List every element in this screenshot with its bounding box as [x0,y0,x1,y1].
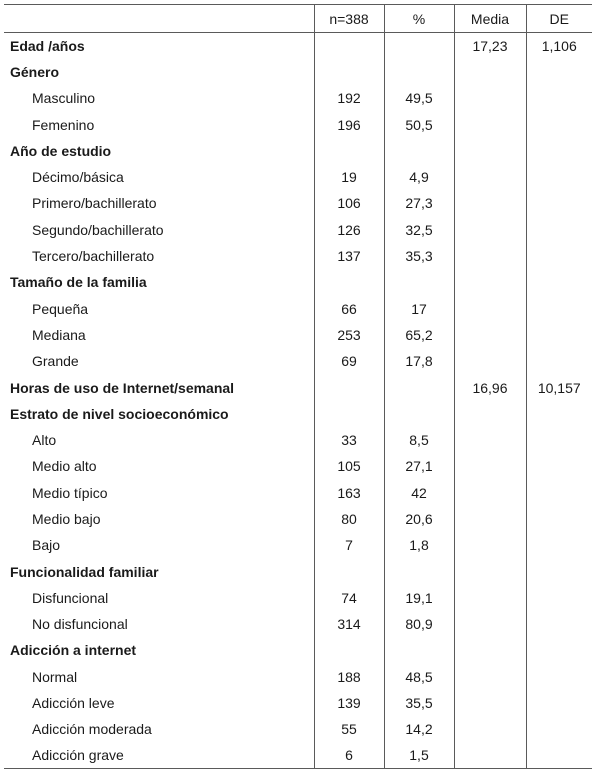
row-percent [384,637,454,663]
table-row [4,585,592,611]
row-percent: 17,8 [384,348,454,374]
row-de [526,348,592,374]
table-row [4,743,592,769]
table-row [4,243,592,269]
row-de [526,690,592,716]
header-label [4,5,314,33]
row-n: 106 [314,190,384,216]
row-n [314,269,384,295]
header-row [4,5,592,33]
row-n: 196 [314,111,384,137]
row-n: 314 [314,611,384,637]
row-percent [384,558,454,584]
row-label: Medio bajo [4,506,314,532]
row-media [454,716,526,742]
row-n [314,637,384,663]
row-n: 137 [314,243,384,269]
row-n [314,558,384,584]
table-section-row [4,138,592,164]
row-label: Funcionalidad familiar [4,558,314,584]
row-label: Género [4,59,314,85]
row-de [526,480,592,506]
row-n: 126 [314,217,384,243]
table-row [4,664,592,690]
row-de [526,427,592,453]
row-de [526,558,592,584]
row-de [526,664,592,690]
row-n: 192 [314,85,384,111]
row-media [454,506,526,532]
row-percent: 27,3 [384,190,454,216]
table-row [4,348,592,374]
table-section-row [4,637,592,663]
row-media [454,190,526,216]
row-media [454,59,526,85]
row-label: Adicción a internet [4,637,314,663]
row-label: Medio alto [4,453,314,479]
row-label: Disfuncional [4,585,314,611]
row-media [454,111,526,137]
row-n: 6 [314,743,384,769]
row-de [526,743,592,769]
row-n: 55 [314,716,384,742]
row-percent: 49,5 [384,85,454,111]
row-n: 66 [314,295,384,321]
row-de [526,59,592,85]
row-media [454,480,526,506]
row-percent: 1,8 [384,532,454,558]
row-percent: 35,5 [384,690,454,716]
header-percent: % [384,5,454,33]
table-row [4,690,592,716]
row-de [526,322,592,348]
row-n: 139 [314,690,384,716]
row-n: 163 [314,480,384,506]
row-media: 16,96 [454,374,526,400]
row-label: Pequeña [4,295,314,321]
row-label: Adicción leve [4,690,314,716]
row-media [454,690,526,716]
row-media: 17,23 [454,33,526,59]
row-label: No disfuncional [4,611,314,637]
row-media [454,243,526,269]
row-de [526,85,592,111]
row-de [526,611,592,637]
row-percent: 8,5 [384,427,454,453]
row-n: 19 [314,164,384,190]
row-label: Segundo/bachillerato [4,217,314,243]
row-de [526,401,592,427]
row-de [526,111,592,137]
row-label: Adicción moderada [4,716,314,742]
row-media [454,427,526,453]
table-row [4,716,592,742]
row-media [454,453,526,479]
row-media [454,585,526,611]
row-n: 69 [314,348,384,374]
row-label: Femenino [4,111,314,137]
row-de [526,138,592,164]
table-section-row [4,59,592,85]
table-section-row [4,374,592,400]
row-label: Horas de uso de Internet/semanal [4,374,314,400]
row-media [454,85,526,111]
row-media [454,558,526,584]
row-percent [384,33,454,59]
table-row [4,164,592,190]
row-media [454,743,526,769]
table-row [4,453,592,479]
row-percent: 32,5 [384,217,454,243]
row-de [526,506,592,532]
row-label: Mediana [4,322,314,348]
row-label: Tamaño de la familia [4,269,314,295]
row-percent [384,59,454,85]
row-percent: 65,2 [384,322,454,348]
table-row [4,480,592,506]
row-percent: 80,9 [384,611,454,637]
table-row [4,295,592,321]
table-row [4,111,592,137]
table-row [4,532,592,558]
demographics-table [4,4,592,769]
row-de [526,532,592,558]
header-n: n=388 [314,5,384,33]
row-media [454,637,526,663]
row-label: Grande [4,348,314,374]
row-media [454,322,526,348]
row-n: 80 [314,506,384,532]
row-n: 7 [314,532,384,558]
table-row [4,322,592,348]
table-section-row [4,401,592,427]
row-percent: 20,6 [384,506,454,532]
row-label: Año de estudio [4,138,314,164]
row-de: 1,106 [541,37,577,54]
row-de [526,164,592,190]
row-n [314,33,384,59]
row-percent: 35,3 [384,243,454,269]
row-label: Masculino [4,85,314,111]
row-percent [384,269,454,295]
table-row [4,85,592,111]
row-de [526,190,592,216]
row-media [454,295,526,321]
row-de [526,217,592,243]
table-row [4,217,592,243]
row-percent [384,401,454,427]
row-de: 10,157 [537,379,581,396]
row-percent: 4,9 [384,164,454,190]
row-n: 33 [314,427,384,453]
row-percent: 17 [384,295,454,321]
row-label: Bajo [4,532,314,558]
row-label: Décimo/básica [4,164,314,190]
row-media [454,269,526,295]
row-media [454,664,526,690]
header-de: DE [526,5,592,33]
row-de [526,295,592,321]
row-percent [384,138,454,164]
row-label: Tercero/bachillerato [4,243,314,269]
row-de [526,585,592,611]
row-n [314,59,384,85]
row-label: Edad /años [4,33,314,59]
row-percent: 1,5 [384,743,454,769]
row-label: Primero/bachillerato [4,190,314,216]
table-section-row [4,269,592,295]
row-n [314,138,384,164]
row-percent: 14,2 [384,716,454,742]
row-percent: 27,1 [384,453,454,479]
table-section-row [4,558,592,584]
row-de [526,243,592,269]
row-de [526,637,592,663]
row-percent: 48,5 [384,664,454,690]
row-media [454,217,526,243]
row-percent [384,374,454,400]
row-media [454,532,526,558]
header-media: Media [454,5,526,33]
row-media [454,138,526,164]
row-percent: 42 [384,480,454,506]
table-row [4,506,592,532]
row-n: 105 [314,453,384,479]
row-de [526,269,592,295]
row-label: Adicción grave [4,743,314,769]
row-percent: 50,5 [384,111,454,137]
row-label: Normal [4,664,314,690]
row-media [454,348,526,374]
row-de [526,716,592,742]
row-label: Estrato de nivel socioeconómico [4,401,314,427]
row-percent: 19,1 [384,585,454,611]
table-body [4,33,592,769]
row-media [454,611,526,637]
table-row [4,427,592,453]
row-n: 74 [314,585,384,611]
table-section-row [4,33,592,59]
row-n [314,401,384,427]
row-de [526,453,592,479]
row-n [314,374,384,400]
row-n: 188 [314,664,384,690]
row-media [454,164,526,190]
table-row [4,611,592,637]
row-label: Medio típico [4,480,314,506]
table-row [4,190,592,216]
row-n: 253 [314,322,384,348]
row-media [454,401,526,427]
row-label: Alto [4,427,314,453]
